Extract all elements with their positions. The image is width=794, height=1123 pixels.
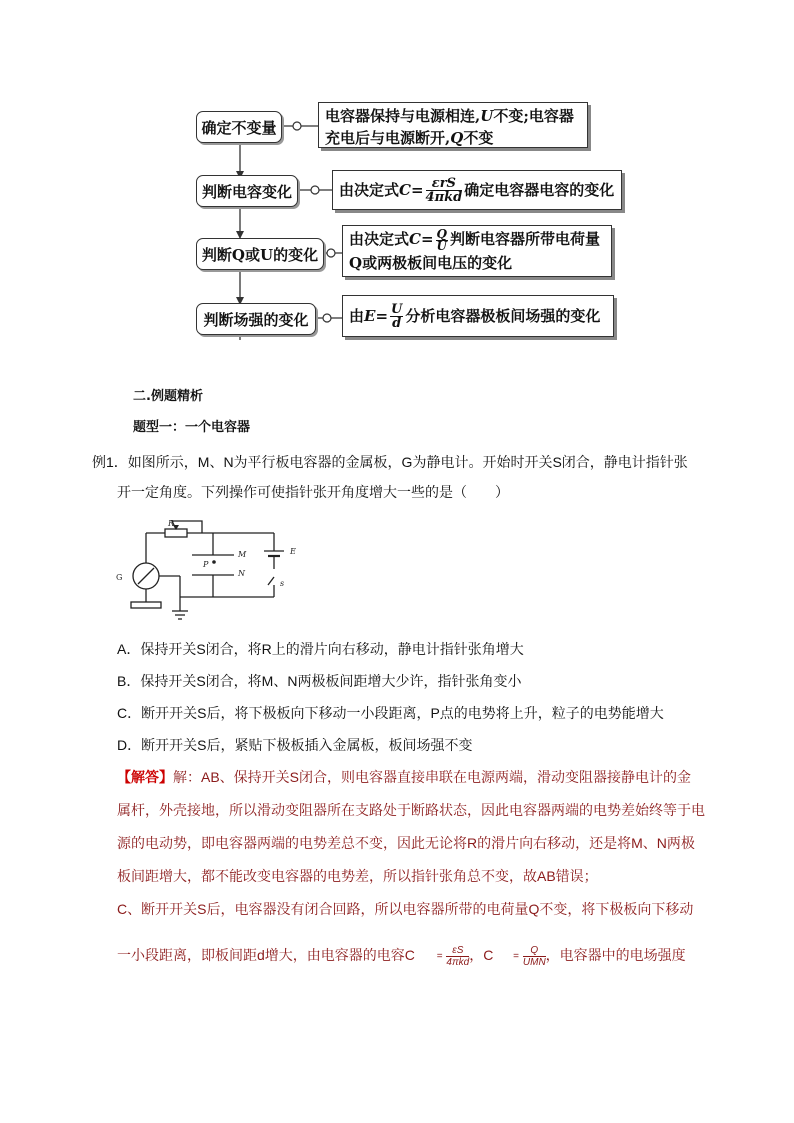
frac1-num: εS (446, 945, 469, 957)
flow-desc-3 (342, 225, 612, 277)
answer-text-6a: 一小段距离，即板间距d增大，由电容器的电容C (117, 947, 415, 963)
desc1-text-b: 不变;电容器 (493, 107, 574, 125)
question-line-1: 例1．如图所示，M、N为平行板电容器的金属板，G为静电计。开始时开关S闭合，静电计指针张 (92, 454, 688, 470)
answer-text-6c: ，电容器中的电场强度 (545, 947, 686, 963)
option-b: B．保持开关S闭合，将M、N两极板间距增大少许，指针张角变小 (117, 673, 522, 689)
desc4-eq: E= (364, 307, 389, 325)
desc4-fraction (390, 303, 403, 330)
answer-line-1 (117, 767, 707, 787)
flow-step-1: 确定不变量 (196, 111, 282, 143)
label-r: R (168, 519, 175, 528)
desc3-eq: C= (409, 230, 434, 248)
eq-sign-2: = (513, 950, 519, 962)
label-p: P (203, 560, 209, 569)
desc3-post: 判断电容器所带电荷量 (449, 230, 600, 248)
frac2-num: Q (523, 945, 546, 957)
flow-step-4: 判断场强的变化 (196, 303, 316, 335)
answer-line-5: C、断开开关S后，电容器没有闭合回路，所以电容器所带的电荷量Q不变，将下极板向下移动 (117, 901, 694, 917)
answer-line-2: 属杆，外壳接地，所以滑动变阻器所在支路处于断路状态，因此电容器两端的电势差始终等于电 (117, 802, 705, 818)
desc2-eq: C= (399, 181, 424, 199)
desc3-num: Q (436, 226, 447, 241)
label-g: G (116, 573, 123, 582)
label-e: E (290, 547, 296, 556)
desc4-post: 分析电容器极板间场强的变化 (405, 307, 601, 325)
capacitance-fraction: = (436, 950, 443, 962)
desc1-text-d: 不变 (463, 129, 494, 147)
answer-text-1: 解：AB、保持开关S闭合，则电容器直接串联在电源两端，滑动变阻器接静电计的金 (173, 769, 692, 785)
desc2-num: εrS (426, 177, 463, 191)
desc3-pre: 由决定式 (349, 230, 410, 248)
desc2-fraction (426, 177, 463, 204)
label-m: M (238, 550, 247, 559)
desc3-line2: Q或两极板间电压的变化 (349, 253, 513, 272)
desc3-den: U (436, 238, 447, 253)
capacitance-formula (446, 945, 469, 968)
flow-desc-4 (342, 295, 614, 337)
label-s: s (280, 579, 285, 588)
desc1-text-a: 电容器保持与电源相连, (325, 107, 481, 125)
desc4-den: d (392, 315, 402, 331)
answer-tag: 【解答】 (117, 769, 173, 785)
frac1-den: 4πkd (446, 956, 470, 968)
desc4-pre: 由 (349, 307, 365, 325)
option-c: C．断开开关S后，将下极板向下移动一小段距离，P点的电势将上升，粒子的电势能增大 (117, 705, 664, 721)
answer-line-6 (117, 935, 707, 975)
circuit-diagram (110, 515, 310, 627)
answer-line-3: 源的电动势，即电容器两端的电势差总不变，因此无论将R的滑片向右移动，还是将M、N两极 (117, 835, 695, 851)
flow-desc-2 (332, 170, 622, 210)
flow-desc-1 (318, 102, 588, 148)
desc1-q: Q (450, 129, 464, 147)
desc1-text-c: 充电后与电源断开, (325, 129, 451, 147)
frac2-den: UMN (522, 956, 546, 968)
type-heading: 题型一：一个电容器 (133, 420, 251, 435)
desc3-fraction (436, 226, 448, 253)
question-line-2: 开一定角度。下列操作可使指针张开角度增大一些的是（ ） (117, 484, 509, 500)
desc2-den: 4πkd (425, 189, 463, 205)
desc1-u: U (480, 107, 494, 125)
desc2-pre: 由决定式 (339, 181, 400, 199)
flow-step-2: 判断电容变化 (196, 175, 298, 207)
option-d: D．断开开关S后，紧贴下极板插入金属板，板间场强不变 (117, 737, 473, 753)
desc4-num: U (391, 301, 403, 317)
option-a: A．保持开关S闭合，将R上的滑片向右移动，静电计指针张角增大 (117, 641, 524, 657)
answer-text-6b: ，C (469, 947, 494, 963)
section-heading: 二.例题精析 (133, 389, 203, 404)
label-n: N (238, 569, 245, 578)
answer-line-4: 板间距增大，都不能改变电容器的电势差，所以指针张角总不变，故AB错误； (117, 868, 598, 884)
desc2-post: 确定电容器电容的变化 (464, 181, 615, 199)
charge-formula (523, 945, 546, 968)
flow-step-3: 判断Q或U的变化 (196, 238, 324, 270)
